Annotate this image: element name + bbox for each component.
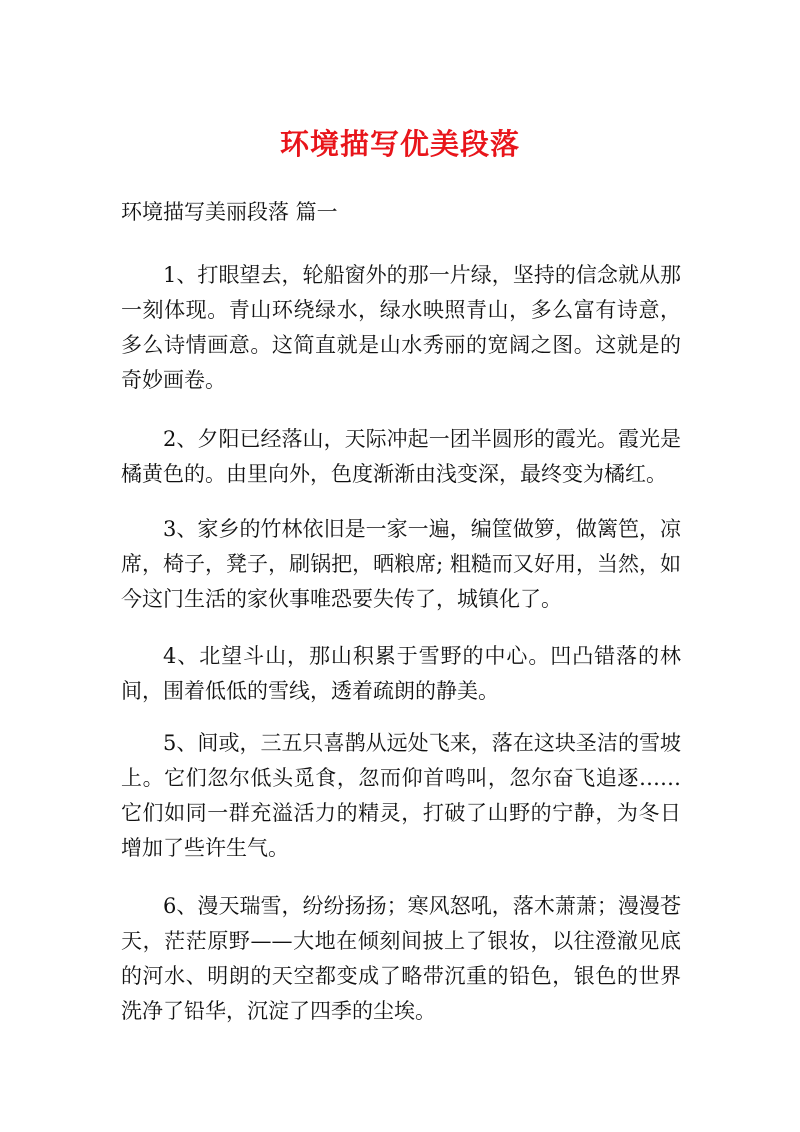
section-heading: 环境描写美丽段落 篇一 — [121, 200, 338, 224]
paragraph-4: 4、北望斗山，那山积累于雪野的中心。凹凸错落的林间，围着低低的雪线，透着疏朗的静美。 — [121, 644, 681, 703]
paragraph-5: 5、间或，三五只喜鹊从远处飞来，落在这块圣洁的雪坡上。它们忽尔低头觅食，忽而仰首鸣叫，忽尔奋飞追逐……它们如同一群充溢活力的精灵，打破了山野的宁静，为冬日增加了些许生气。 — [121, 731, 681, 860]
paragraph-3: 3、家乡的竹林依旧是一家一遍，编筐做箩，做篱笆，凉席，椅子，凳子，刷锅把，晒粮席; 粗糙而又好用，当然，如今这门生活的家伙事唯恐要失传了，城镇化了。 — [121, 517, 681, 611]
paragraph-1: 1、打眼望去，轮船窗外的那一片绿，坚持的信念就从那一刻体现。青山环绕绿水，绿水映照青山，多么富有诗意，多么诗情画意。这简直就是山水秀丽的宽阔之图。这就是的奇妙画卷。 — [121, 263, 681, 392]
paragraph-6: 6、漫天瑞雪，纷纷扬扬；寒风怒吼，落木萧萧；漫漫苍天，茫茫原野——大地在倾刻间披上了银妆，以往澄澈见底的河水、明朗的天空都变成了略带沉重的铅色，银色的世界洗净了铅华，沉淀了四季的尘埃。 — [121, 894, 681, 1023]
paragraph-2: 2、夕阳已经落山，天际冲起一团半圆形的霞光。霞光是橘黄色的。由里向外，色度渐渐由浅变深，最终变为橘红。 — [121, 427, 681, 486]
document-title: 环境描写优美段落 — [279, 127, 520, 161]
